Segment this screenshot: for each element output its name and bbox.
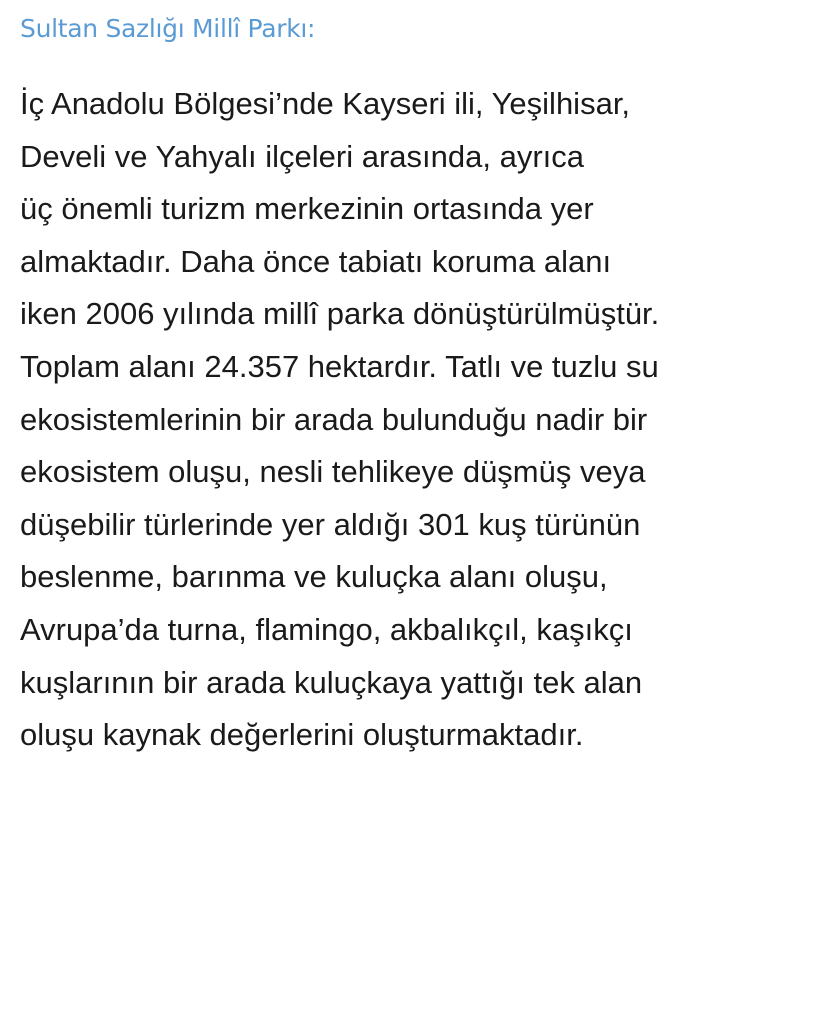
- paragraph-line: Toplam alanı 24.357 hektardır. Tatlı ve tuzlu su: [20, 348, 659, 384]
- paragraph-line: beslenme, barınma ve kuluçka alanı oluşu,: [20, 559, 608, 595]
- paragraph-line: kuşlarının bir arada kuluçkaya yattığı tek alan: [20, 664, 643, 700]
- section-heading: Sultan Sazlığı Millî Parkı:: [20, 14, 316, 43]
- paragraph-line: almaktadır. Daha önce tabiatı koruma alanı: [20, 243, 612, 279]
- paragraph-line: oluşu kaynak değerlerini oluşturmaktadır.: [20, 717, 584, 753]
- paragraph-line: düşebilir türlerinde yer aldığı 301 kuş türünün: [20, 506, 641, 542]
- paragraph-line: Develi ve Yahyalı ilçeleri arasında, ayrıca: [20, 138, 585, 174]
- body-paragraph: [20, 78, 810, 762]
- paragraph-line: ekosistem oluşu, nesli tehlikeye düşmüş veya: [20, 454, 646, 490]
- paragraph-line: ekosistemlerinin bir arada bulunduğu nadir bir: [20, 401, 648, 437]
- paragraph-line: İç Anadolu Bölgesi’nde Kayseri ili, Yeşilhisar,: [20, 86, 631, 121]
- paragraph-line: üç önemli turizm merkezinin ortasında yer: [20, 191, 594, 227]
- paragraph-line: Avrupa’da turna, flamingo, akbalıkçıl, kaşıkçı: [20, 611, 633, 647]
- paragraph-line: iken 2006 yılında millî parka dönüştürülmüştür.: [20, 296, 660, 332]
